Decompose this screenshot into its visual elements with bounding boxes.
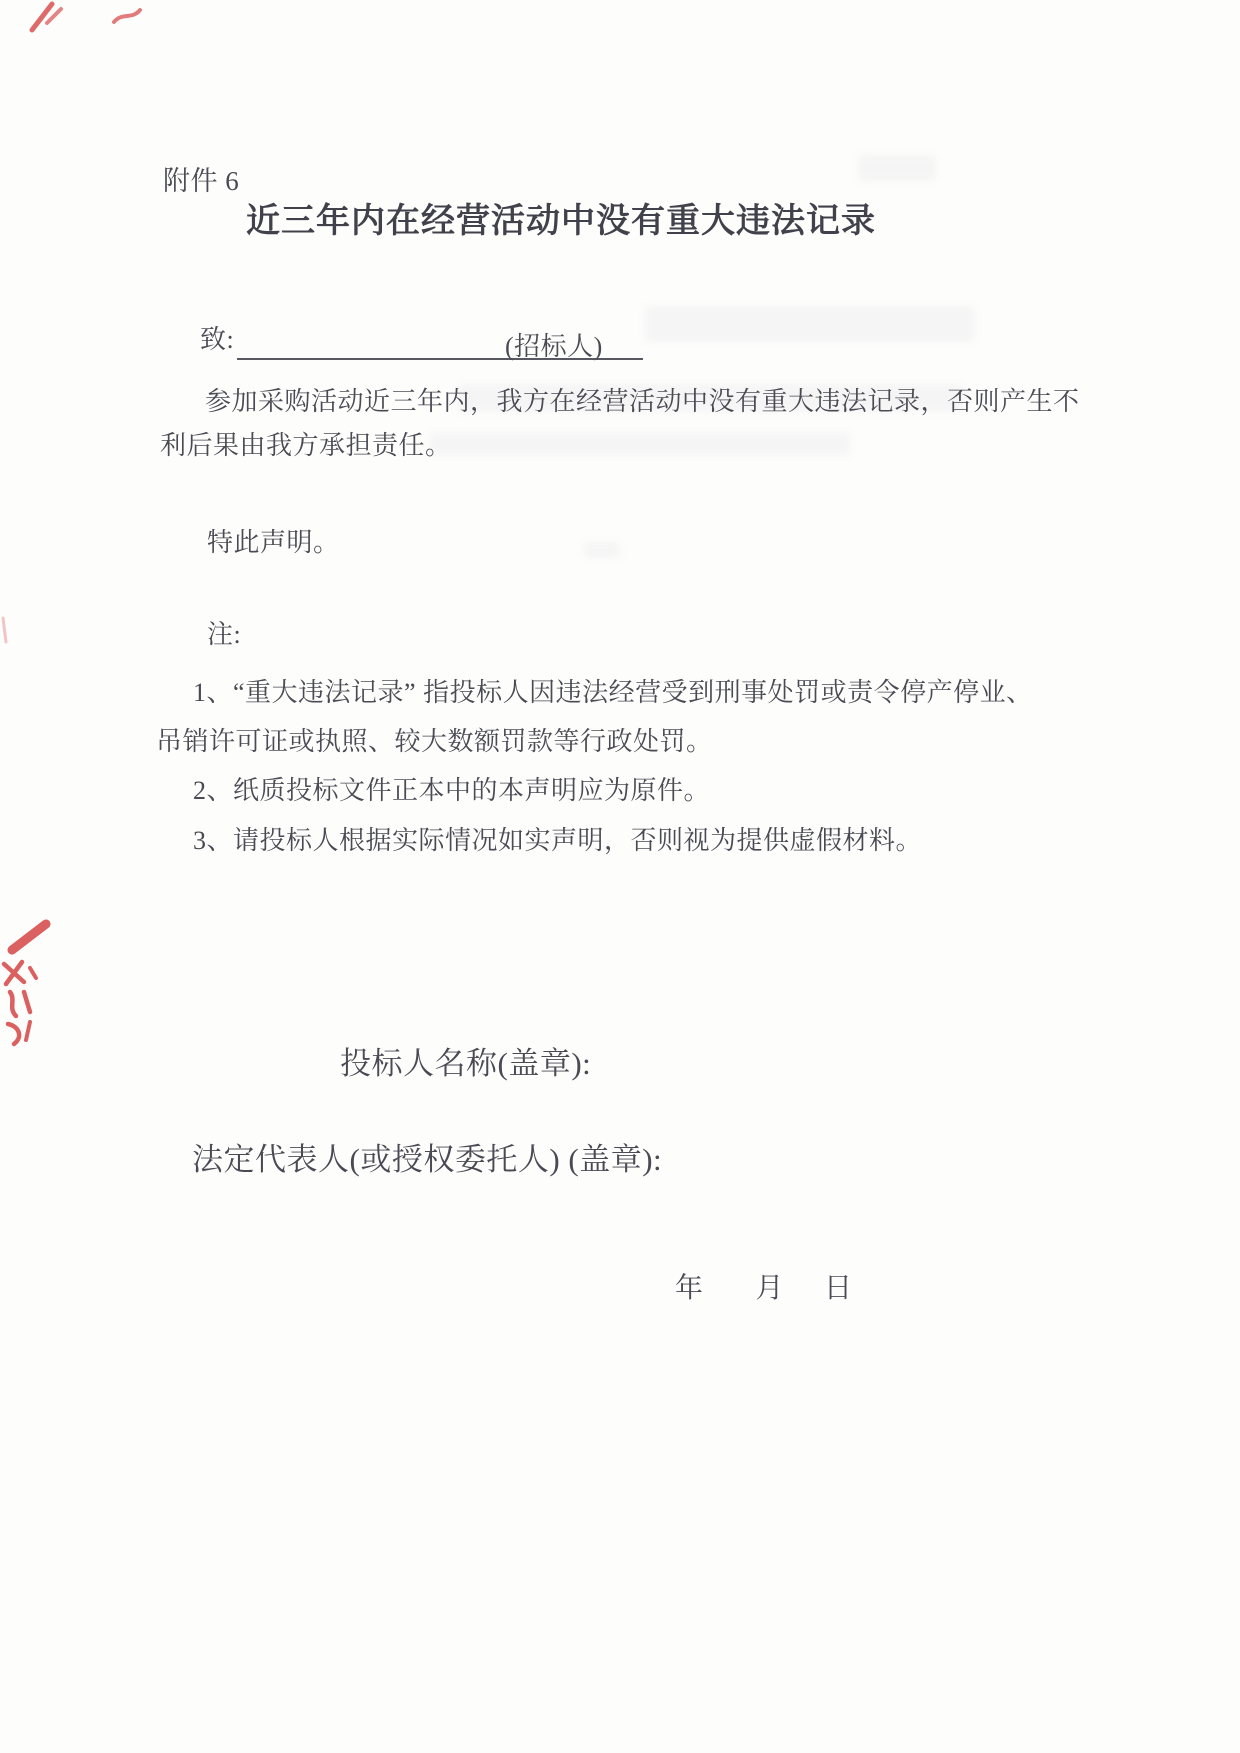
scan-artifact <box>858 155 936 181</box>
notes-label: 注: <box>207 620 242 649</box>
legal-representative-label: 法定代表人(或授权委托人) (盖章): <box>192 1142 663 1177</box>
red-ink-mark-icon <box>26 0 70 34</box>
date-year-label: 年 <box>675 1272 704 1304</box>
attachment-label: 附件 6 <box>163 166 240 196</box>
note-line: 吊销许可证或执照、较大数额罚款等行政处罚。 <box>156 727 713 756</box>
date-month-label: 月 <box>755 1272 785 1304</box>
note-line: 1、“重大违法记录” 指投标人因违法经营受到刑事处罚或责令停产停业、 <box>193 678 1033 707</box>
closing-statement: 特此声明。 <box>207 528 340 557</box>
red-ink-mark-icon <box>110 4 144 28</box>
note-line: 3、请投标人根据实际情况如实声明，否则视为提供虚假材料。 <box>193 826 923 855</box>
paging-seal-fragment-icon <box>0 912 52 1052</box>
declaration-line: 利后果由我方承担责任。 <box>160 431 452 460</box>
declaration-line: 参加采购活动近三年内，我方在经营活动中没有重大违法记录，否则产生不 <box>205 387 1080 416</box>
salutation-to-label: 致: <box>200 325 235 354</box>
recipient-hint-label: (招标人) <box>505 332 603 361</box>
page-title: 近三年内在经营活动中没有重大违法记录 <box>246 203 876 240</box>
note-line: 2、纸质投标文件正本中的本声明应为原件。 <box>193 776 711 805</box>
scan-artifact <box>430 432 850 456</box>
scan-artifact <box>584 542 620 558</box>
red-ink-mark-icon <box>0 616 10 646</box>
date-day-label: 日 <box>824 1272 853 1304</box>
scan-artifact <box>645 306 975 342</box>
bidder-name-label: 投标人名称(盖章): <box>340 1046 592 1081</box>
date-line <box>647 1238 853 1338</box>
